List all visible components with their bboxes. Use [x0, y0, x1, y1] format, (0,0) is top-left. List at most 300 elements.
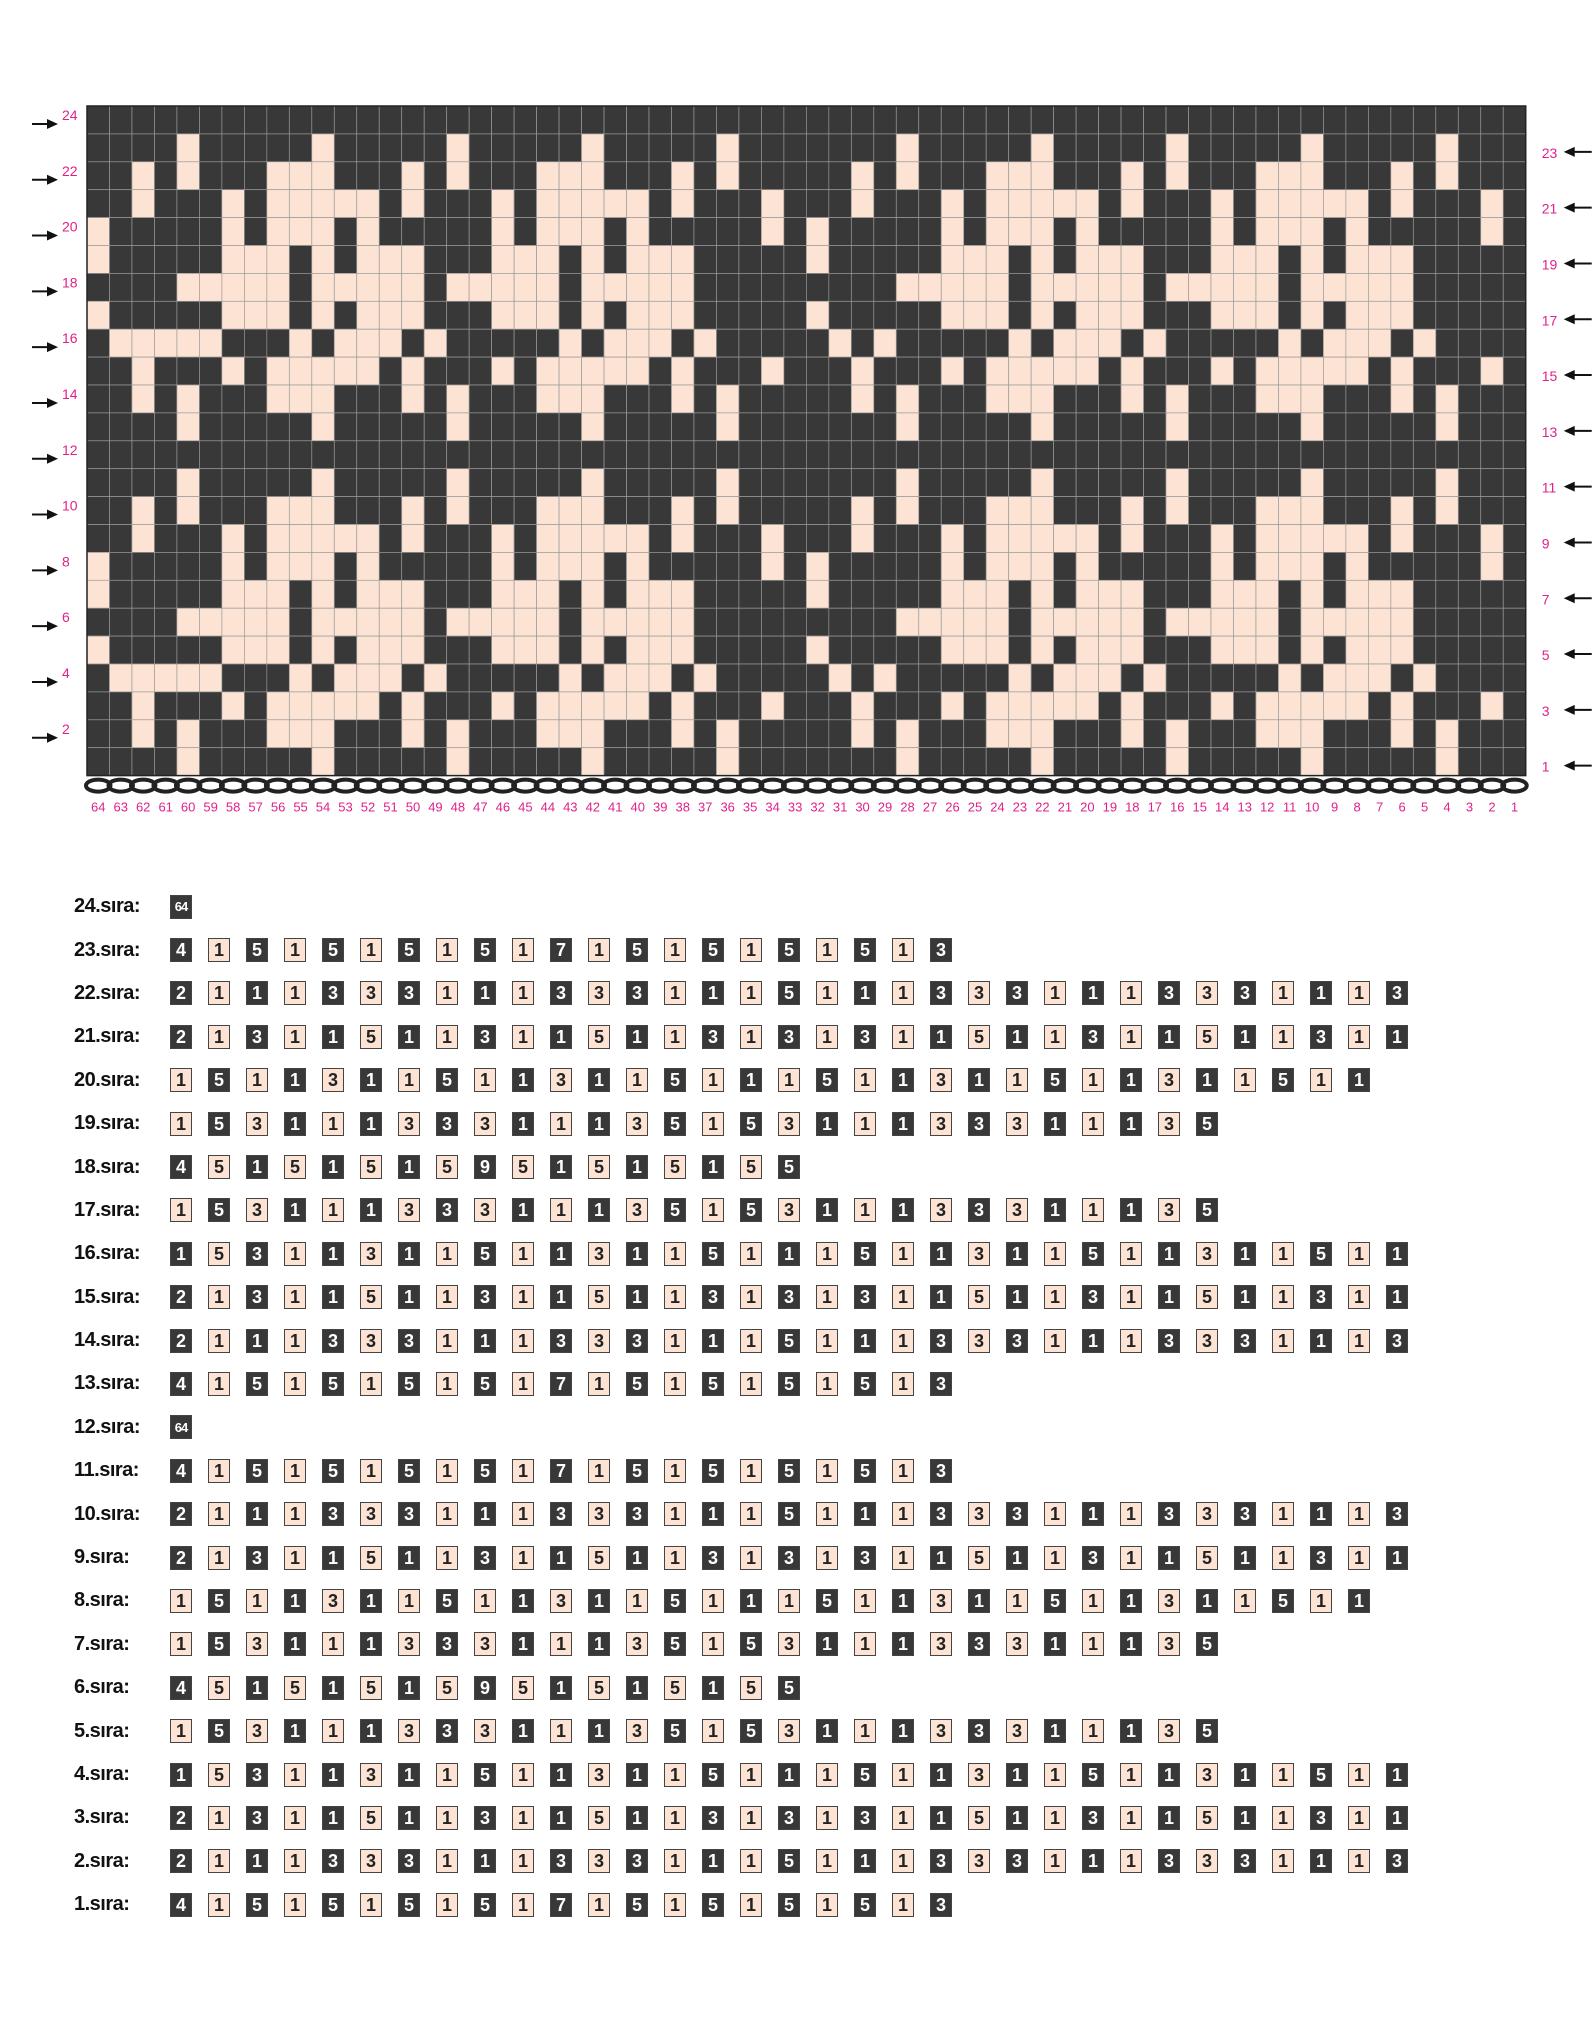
stitch-count-cell: 5 [474, 1459, 496, 1483]
grid-cell [1503, 552, 1525, 580]
grid-cell [132, 580, 154, 608]
stitch-count-cell: 1 [474, 981, 496, 1005]
stitch-count-cell: 1 [702, 1676, 724, 1700]
grid-cell [492, 636, 514, 664]
grid-cell [424, 134, 446, 162]
stitch-count-cell: 1 [512, 1329, 534, 1353]
grid-cell [1481, 636, 1503, 664]
grid-cell [1189, 636, 1211, 664]
grid-cell [964, 748, 986, 776]
stitch-count-cell: 3 [246, 1242, 268, 1266]
grid-cell [671, 385, 693, 413]
stitch-count-cell: 5 [322, 1459, 344, 1483]
stitch-count-cell: 1 [398, 1676, 420, 1700]
grid-cell [1436, 413, 1458, 441]
arrow-head-icon [47, 398, 58, 408]
grid-cell [1076, 246, 1098, 274]
grid-cell [1144, 218, 1166, 246]
grid-cell [154, 469, 176, 497]
grid-cell [1436, 134, 1458, 162]
stitch-count-cell: 3 [778, 1198, 800, 1222]
stitch-count-cell: 1 [740, 1459, 762, 1483]
grid-cell [537, 748, 559, 776]
grid-cell [1099, 580, 1121, 608]
grid-cell [1391, 106, 1413, 134]
grid-cell [851, 162, 873, 190]
grid-cell [1346, 301, 1368, 329]
row-number-left: 14 [62, 385, 78, 402]
grid-cell [357, 357, 379, 385]
grid-cell [222, 497, 244, 525]
grid-cell [627, 608, 649, 636]
grid-cell [132, 664, 154, 692]
stitch-count-cell: 1 [588, 1112, 610, 1136]
grid-cell [1256, 162, 1278, 190]
stitch-counts [170, 1676, 816, 1700]
grid-cell [1481, 469, 1503, 497]
grid-cell [851, 385, 873, 413]
grid-cell [1256, 636, 1278, 664]
grid-cell [604, 218, 626, 246]
grid-cell [424, 525, 446, 553]
grid-cell [244, 552, 266, 580]
stitch-count-cell: 1 [626, 1589, 648, 1613]
grid-cell [1391, 413, 1413, 441]
stitch-count-cell: 5 [740, 1198, 762, 1222]
grid-cell [806, 329, 828, 357]
stitch-counts [170, 1459, 968, 1483]
grid-cell [1368, 162, 1390, 190]
grid-cell [559, 441, 581, 469]
grid-cell [806, 469, 828, 497]
grid-cell [87, 580, 109, 608]
grid-cell [582, 385, 604, 413]
grid-cell [312, 106, 334, 134]
grid-cell [1233, 357, 1255, 385]
stitch-count-cell: 5 [208, 1719, 230, 1743]
grid-cell [1323, 525, 1345, 553]
column-label: 20 [1080, 799, 1095, 815]
grid-cell [716, 218, 738, 246]
grid-cell [1256, 301, 1278, 329]
grid-cell [1301, 273, 1323, 301]
row-number-left: 18 [62, 274, 78, 291]
stitch-count-cell: 1 [284, 1502, 306, 1526]
grid-cell [829, 580, 851, 608]
grid-cell [132, 385, 154, 413]
grid-cell [1368, 301, 1390, 329]
stitch-count-cell: 1 [892, 1329, 914, 1353]
grid-cell [334, 106, 356, 134]
grid-cell [1413, 413, 1435, 441]
stitch-count-cell: 1 [284, 1546, 306, 1570]
grid-cell [1031, 552, 1053, 580]
stitch-count-cell: 5 [588, 1546, 610, 1570]
stitch-count-cell: 1 [1272, 1849, 1294, 1873]
grid-cell [986, 580, 1008, 608]
grid-cell [986, 664, 1008, 692]
stitch-count-cell: 1 [474, 1329, 496, 1353]
column-label: 36 [720, 799, 735, 815]
grid-cell [1166, 525, 1188, 553]
grid-cell [177, 190, 199, 218]
column-label: 14 [1215, 799, 1230, 815]
grid-cell [649, 162, 671, 190]
stitch-count-cell: 1 [664, 1242, 686, 1266]
stitch-count-cell: 1 [702, 1632, 724, 1656]
stitch-count-cell: 1 [588, 1372, 610, 1396]
grid-cell [1031, 385, 1053, 413]
row-instruction [74, 1753, 1574, 1796]
grid-cell [1233, 246, 1255, 274]
grid-cell [649, 246, 671, 274]
row-instructions [74, 885, 1574, 1926]
grid-cell [1144, 441, 1166, 469]
grid-cell [537, 385, 559, 413]
stitch-count-cell: 1 [626, 1155, 648, 1179]
stitch-counts [170, 938, 968, 962]
grid-cell [199, 190, 221, 218]
grid-cell [761, 748, 783, 776]
grid-cell [1278, 106, 1300, 134]
grid-cell [1301, 218, 1323, 246]
grid-cell [1233, 329, 1255, 357]
stitch-count-cell: 1 [208, 1849, 230, 1873]
grid-cell [941, 162, 963, 190]
stitch-count-cell: 1 [550, 1242, 572, 1266]
grid-cell [964, 552, 986, 580]
grid-cell [1256, 580, 1278, 608]
grid-cell [267, 190, 289, 218]
grid-cell [1076, 106, 1098, 134]
grid-cell [1233, 273, 1255, 301]
grid-cell [357, 636, 379, 664]
stitch-count-cell: 1 [854, 1068, 876, 1092]
grid-cell [222, 692, 244, 720]
grid-cell [627, 748, 649, 776]
grid-cell [851, 469, 873, 497]
grid-cell [649, 134, 671, 162]
grid-cell [559, 246, 581, 274]
grid-cell [87, 413, 109, 441]
grid-cell [739, 441, 761, 469]
grid-cell [694, 329, 716, 357]
grid-cell [1144, 301, 1166, 329]
stitch-count-cell: 1 [512, 1372, 534, 1396]
grid-cell [1054, 413, 1076, 441]
stitch-count-cell: 1 [1272, 1502, 1294, 1526]
grid-cell [1503, 608, 1525, 636]
grid-cell [334, 162, 356, 190]
grid-cell [267, 162, 289, 190]
grid-cell [312, 525, 334, 553]
grid-cell [874, 552, 896, 580]
stitch-count-cell: 3 [1158, 1719, 1180, 1743]
grid-cell [199, 664, 221, 692]
grid-cell [1189, 720, 1211, 748]
grid-cell [896, 190, 918, 218]
grid-cell [514, 273, 536, 301]
column-label: 45 [518, 799, 533, 815]
grid-cell [222, 413, 244, 441]
stitch-count-cell: 1 [1006, 1242, 1028, 1266]
stitch-count-cell: 1 [398, 1589, 420, 1613]
grid-cell [289, 636, 311, 664]
grid-cell [109, 134, 131, 162]
arrow-head-icon [1564, 537, 1575, 547]
grid-cell [1099, 748, 1121, 776]
grid-cell [806, 497, 828, 525]
column-label: 50 [405, 799, 421, 815]
grid-cell [514, 106, 536, 134]
grid-cell [559, 357, 581, 385]
grid-cell [627, 162, 649, 190]
grid-cell [1458, 552, 1480, 580]
grid-row [87, 469, 1526, 497]
stitch-count-cell: 5 [664, 1198, 686, 1222]
stitch-count-cell: 5 [360, 1285, 382, 1309]
grid-cell [1301, 580, 1323, 608]
stitch-counts [170, 1719, 1234, 1743]
grid-cell [851, 441, 873, 469]
stitch-count-cell: 1 [664, 1025, 686, 1049]
grid-cell [1436, 385, 1458, 413]
stitch-count-cell: 1 [626, 1546, 648, 1570]
stitch-count-cell: 5 [360, 1676, 382, 1700]
grid-cell [627, 580, 649, 608]
grid-cell [582, 246, 604, 274]
grid-cell [87, 720, 109, 748]
grid-cell [1436, 357, 1458, 385]
grid-cell [1368, 329, 1390, 357]
grid-cell [1189, 134, 1211, 162]
grid-cell [1233, 720, 1255, 748]
grid-cell [694, 357, 716, 385]
row-label: 9.sıra: [74, 1546, 130, 1569]
grid-cell [604, 469, 626, 497]
stitch-count-cell: 1 [1082, 1589, 1104, 1613]
grid-cell [1099, 301, 1121, 329]
stitch-count-cell: 1 [702, 1502, 724, 1526]
grid-cell [199, 385, 221, 413]
grid-cell [109, 441, 131, 469]
grid-cell [1121, 692, 1143, 720]
grid-cell [1166, 720, 1188, 748]
stitch-count-cell: 1 [626, 1806, 648, 1830]
grid-cell [941, 580, 963, 608]
stitch-count-cell: 1 [284, 1372, 306, 1396]
row-instruction [74, 1362, 1574, 1405]
grid-cell [132, 246, 154, 274]
grid-cell [739, 385, 761, 413]
column-label: 11 [1282, 799, 1297, 815]
stitch-count-cell: 1 [1348, 1025, 1370, 1049]
stitch-count-cell: 1 [664, 1372, 686, 1396]
grid-cell [739, 552, 761, 580]
grid-cell [1413, 636, 1435, 664]
grid-cell [806, 413, 828, 441]
grid-cell [312, 469, 334, 497]
grid-cell [109, 636, 131, 664]
grid-cell [851, 552, 873, 580]
arrow-head-icon [47, 119, 58, 129]
grid-cell [379, 692, 401, 720]
stitch-count-cell: 1 [1158, 1806, 1180, 1830]
stitch-count-cell: 2 [170, 1806, 192, 1830]
grid-cell [1458, 441, 1480, 469]
grid-cell [514, 692, 536, 720]
stitch-count-cell: 1 [512, 938, 534, 962]
grid-cell [919, 190, 941, 218]
stitch-count-cell: 3 [398, 1198, 420, 1222]
stitch-count-cell: 1 [740, 1502, 762, 1526]
grid-cell [1009, 301, 1031, 329]
grid-cell [1099, 692, 1121, 720]
grid-row [87, 748, 1526, 776]
grid-cell [334, 441, 356, 469]
grid-cell [87, 636, 109, 664]
grid-cell [177, 413, 199, 441]
grid-cell [87, 106, 109, 134]
grid-cell [424, 720, 446, 748]
grid-cell [1166, 469, 1188, 497]
grid-cell [312, 329, 334, 357]
row-label: 14.sıra: [74, 1329, 141, 1352]
grid-cell [1503, 134, 1525, 162]
grid-cell [941, 357, 963, 385]
grid-row [87, 134, 1526, 162]
grid-cell [739, 218, 761, 246]
stitch-count-cell: 3 [322, 981, 344, 1005]
stitch-count-cell: 5 [702, 1372, 724, 1396]
stitch-count-cell: 1 [284, 1893, 306, 1917]
stitch-count-cell: 1 [816, 1025, 838, 1049]
grid-cell [424, 162, 446, 190]
grid-cell [244, 190, 266, 218]
grid-cell [1368, 636, 1390, 664]
grid-cell [1054, 525, 1076, 553]
stitch-count-cell: 1 [512, 1502, 534, 1526]
stitch-count-cell: 1 [892, 1893, 914, 1917]
grid-cell [1391, 329, 1413, 357]
grid-cell [424, 664, 446, 692]
grid-cell [1368, 190, 1390, 218]
grid-cell [1391, 664, 1413, 692]
grid-cell [1166, 608, 1188, 636]
grid-cell [671, 720, 693, 748]
grid-cell [1189, 246, 1211, 274]
grid-cell [941, 106, 963, 134]
grid-cell [1121, 106, 1143, 134]
grid-cell [1031, 218, 1053, 246]
grid-cell [87, 162, 109, 190]
row-number-left: 6 [62, 609, 70, 626]
grid-cell [896, 636, 918, 664]
grid-cell [1054, 441, 1076, 469]
grid-cell [1346, 748, 1368, 776]
stitch-count-cell: 5 [778, 1372, 800, 1396]
grid-cell [1189, 273, 1211, 301]
grid-cell [537, 608, 559, 636]
grid-cell [537, 162, 559, 190]
grid-cell [537, 357, 559, 385]
grid-cell [1189, 218, 1211, 246]
grid-cell [244, 134, 266, 162]
grid-cell [222, 469, 244, 497]
grid-cell [829, 469, 851, 497]
stitch-count-cell: 1 [740, 981, 762, 1005]
stitch-count-cell: 1 [360, 1893, 382, 1917]
column-label: 61 [158, 799, 173, 815]
grid-cell [784, 413, 806, 441]
stitch-count-cell: 3 [1158, 1589, 1180, 1613]
stitch-count-cell: 1 [1120, 1025, 1142, 1049]
grid-cell [761, 385, 783, 413]
grid-cell [716, 636, 738, 664]
stitch-count-cell: 3 [854, 1285, 876, 1309]
grid-cell [402, 441, 424, 469]
stitch-count-cell: 1 [892, 1806, 914, 1830]
grid-cell [1368, 608, 1390, 636]
grid-cell [1233, 497, 1255, 525]
grid-cell [582, 748, 604, 776]
grid-cell [379, 608, 401, 636]
stitch-count-cell: 1 [854, 981, 876, 1005]
grid-cell [1144, 580, 1166, 608]
stitch-count-cell: 9 [474, 1155, 496, 1179]
grid-cell [986, 218, 1008, 246]
grid-cell [694, 525, 716, 553]
grid-cell [1323, 413, 1345, 441]
grid-cell [874, 190, 896, 218]
grid-cell [1368, 134, 1390, 162]
stitch-count-cell: 3 [1234, 1849, 1256, 1873]
grid-cell [289, 664, 311, 692]
grid-cell [1323, 552, 1345, 580]
grid-cell [1166, 580, 1188, 608]
grid-cell [919, 664, 941, 692]
grid-cell [1144, 106, 1166, 134]
grid-cell [829, 748, 851, 776]
stitch-count-cell: 3 [968, 1719, 990, 1743]
grid-cell [1054, 664, 1076, 692]
grid-cell [537, 329, 559, 357]
grid-cell [357, 580, 379, 608]
stitch-count-cell: 3 [626, 1502, 648, 1526]
grid-cell [716, 413, 738, 441]
grid-cell [1436, 692, 1458, 720]
column-label: 7 [1375, 799, 1384, 815]
grid-cell [177, 552, 199, 580]
grid-cell [289, 106, 311, 134]
grid-cell [1099, 134, 1121, 162]
grid-cell [1211, 301, 1233, 329]
grid-cell [1054, 497, 1076, 525]
grid-cell [1481, 246, 1503, 274]
grid-cell [402, 664, 424, 692]
stitch-count-cell: 1 [436, 1372, 458, 1396]
grid-cell [1121, 190, 1143, 218]
grid-cell [986, 162, 1008, 190]
stitch-count-cell: 3 [930, 1068, 952, 1092]
stitch-count-cell: 1 [284, 1763, 306, 1787]
grid-cell [1099, 525, 1121, 553]
stitch-count-cell: 5 [208, 1763, 230, 1787]
stitch-count-cell: 1 [322, 1025, 344, 1049]
grid-cell [1211, 190, 1233, 218]
stitch-count-cell: 1 [1234, 1763, 1256, 1787]
grid-cell [1076, 748, 1098, 776]
